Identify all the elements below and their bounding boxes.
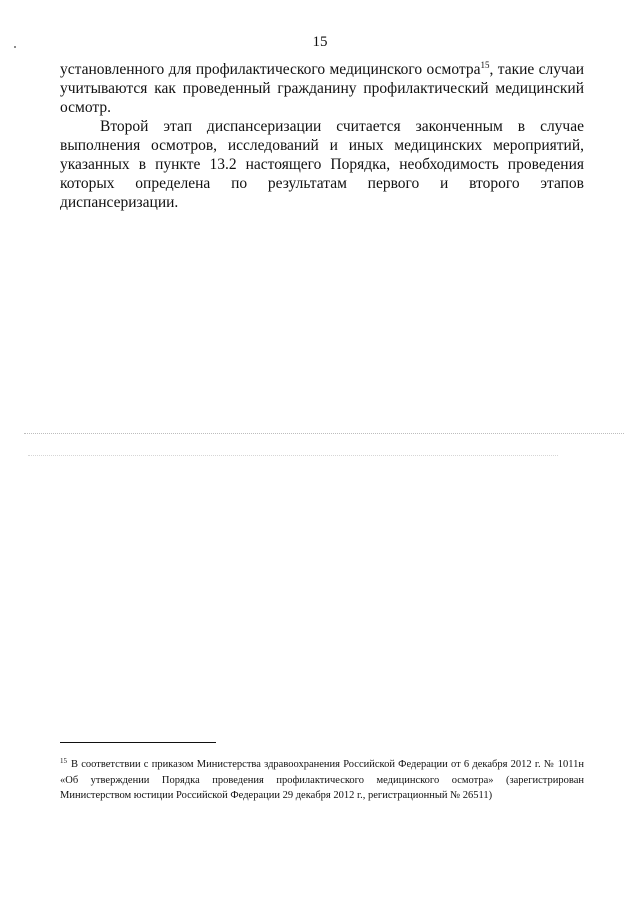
footnote-reference: 15 xyxy=(480,60,490,70)
body-text xyxy=(60,60,584,212)
footnote-text: В соответствии с приказом Министерства здравоохранения Российской Федерации от 6 декабря 2012 г. № 1011н «Об утверждении Порядка проведения профилактического медицинского осмотра» (зарегистрирован Министерством юстиции Российской Федерации 29 декабря 2012 г., регистрационный № 26511) xyxy=(60,759,584,801)
paragraph-second-stage: Второй этап диспансеризации считается законченным в случае выполнения осмотров, исследований и иных медицинских мероприятий, указанных в пункте 13.2 настоящего Порядка, необходимость проведения которых определена по результатам первого и второго этапов диспансеризации. xyxy=(60,118,584,211)
scan-artifact-line xyxy=(24,433,624,434)
paragraph-text: , такие случаи учитываются как проведенный гражданину профилактический медицинский осмотр. xyxy=(60,61,584,116)
paragraph-text: установленного для профилактического медицинского осмотра xyxy=(60,61,481,78)
scan-artifact-line xyxy=(28,455,558,456)
footnote xyxy=(60,757,584,804)
page-number: 15 xyxy=(312,34,328,50)
footnote-separator xyxy=(60,742,216,743)
footnote-number: 15 xyxy=(60,757,67,765)
paragraph-continuation xyxy=(60,60,584,117)
